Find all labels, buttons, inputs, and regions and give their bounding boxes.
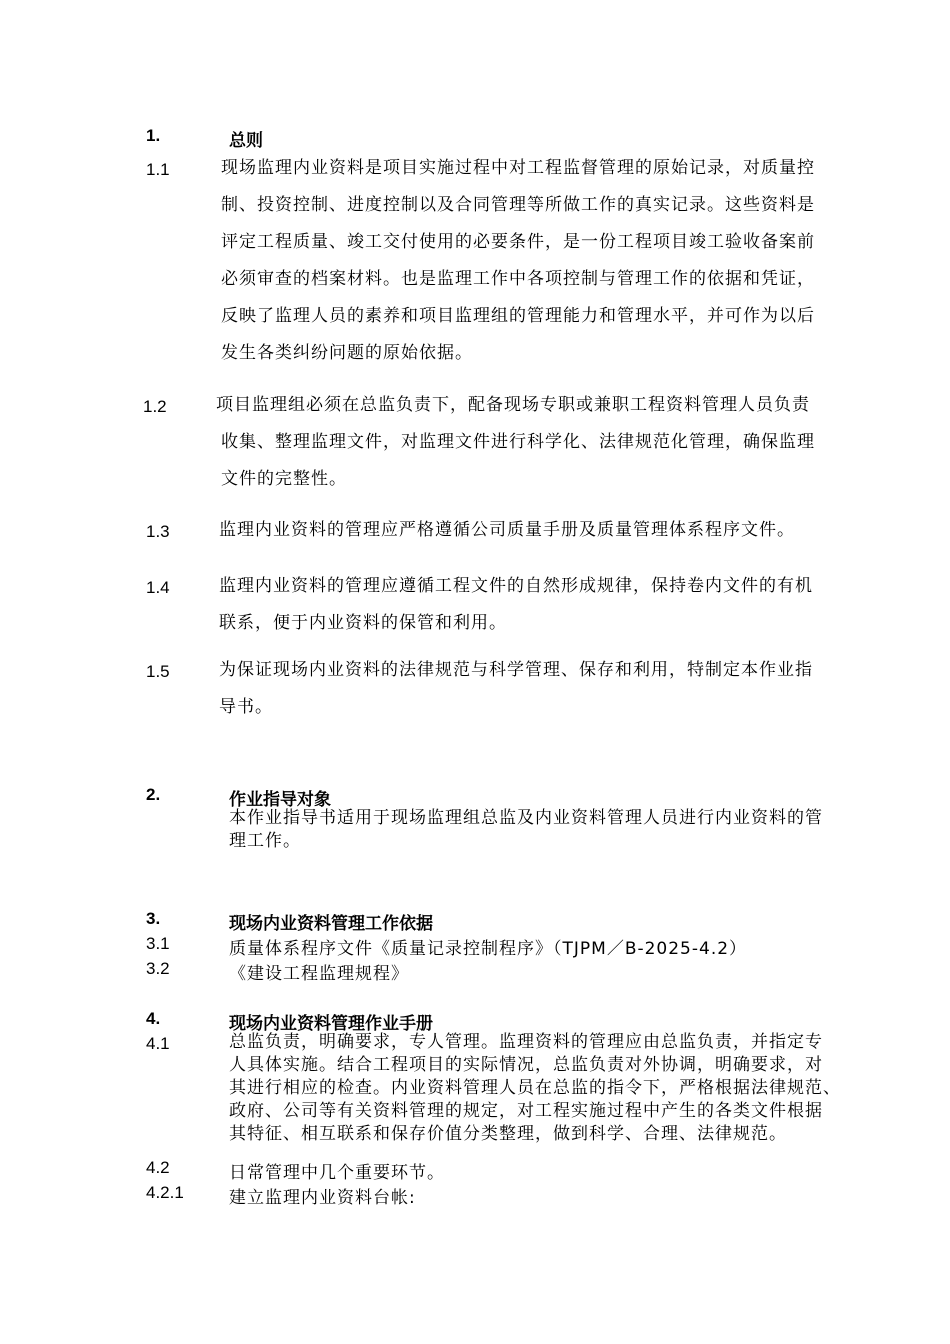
item-4-2-1-number: 4.2.1 <box>146 1183 184 1202</box>
section-2-title: 作业指导对象 <box>229 790 331 809</box>
section-4-title: 现场内业资料管理作业手册 <box>229 1014 433 1033</box>
text-line: 政府、公司等有关资料管理的规定，对工程实施过程中产生的各类文件根据 <box>229 1101 823 1121</box>
item-1-4-number: 1.4 <box>146 578 170 597</box>
text-line: 总监负责，明确要求，专人管理。监理资料的管理应由总监负责，并指定专 <box>229 1032 823 1052</box>
item-1-2-number: 1.2 <box>143 397 167 416</box>
item-1-4-text <box>219 568 813 642</box>
item-1-1-text <box>221 150 815 372</box>
text-line: 必须审查的档案材料。也是监理工作中各项控制与管理工作的依据和凭证， <box>221 269 815 289</box>
text-line: 反映了监理人员的素养和项目监理组的管理能力和管理水平，并可作为以后 <box>221 306 815 326</box>
section-3-number: 3. <box>146 909 161 928</box>
item-4-1-number: 4.1 <box>146 1034 170 1053</box>
text-line: 现场监理内业资料是项目实施过程中对工程监督管理的原始记录，对质量控 <box>221 158 815 178</box>
text-line: 本作业指导书适用于现场监理组总监及内业资料管理人员进行内业资料的管 <box>229 808 823 828</box>
text-line: 监理内业资料的管理应遵循工程文件的自然形成规律，保持卷内文件的有机 <box>219 576 813 596</box>
item-1-1-number: 1.1 <box>146 160 170 179</box>
text-line: 联系，便于内业资料的保管和利用。 <box>219 613 507 633</box>
text-line: 制、投资控制、进度控制以及合同管理等所做工作的真实记录。这些资料是 <box>221 195 815 215</box>
item-1-3-text <box>219 512 795 549</box>
item-3-2-number: 3.2 <box>146 959 170 978</box>
text-line: 其进行相应的检查。内业资料管理人员在总监的指令下，严格根据法律规范、 <box>229 1078 841 1098</box>
item-4-2-1-text: 建立监理内业资料台帐: <box>229 1188 416 1208</box>
item-3-1-number: 3.1 <box>146 934 170 953</box>
text-line: 为保证现场内业资料的法律规范与科学管理、保存和利用，特制定本作业指 <box>219 660 813 680</box>
text-line: 评定工程质量、竣工交付使用的必要条件，是一份工程项目竣工验收备案前 <box>221 232 815 252</box>
text-line: 导书。 <box>219 697 273 717</box>
item-1-5-text <box>219 652 813 726</box>
item-3-2-text: 《建设工程监理规程》 <box>229 964 409 984</box>
item-1-3-number: 1.3 <box>146 522 170 541</box>
section-2-body <box>229 807 823 853</box>
text-line: 监理内业资料的管理应严格遵循公司质量手册及质量管理体系程序文件。 <box>219 520 795 540</box>
section-3-title: 现场内业资料管理工作依据 <box>229 914 433 933</box>
text-line: 其特征、相互联系和保存价值分类整理，做到科学、合理、法律规范。 <box>229 1124 787 1144</box>
text-line: 人具体实施。结合工程项目的实际情况，总监负责对外协调，明确要求，对 <box>229 1055 823 1075</box>
section-4-number: 4. <box>146 1009 161 1028</box>
item-3-1-text: 质量体系程序文件《质量记录控制程序》（TJPM／B-2025-4.2） <box>229 939 748 959</box>
section-1-number: 1. <box>146 126 161 145</box>
section-1-title: 总则 <box>229 131 263 150</box>
text-line: 收集、整理监理文件，对监理文件进行科学化、法律规范化管理，确保监理 <box>221 432 815 452</box>
item-4-1-text <box>229 1031 841 1146</box>
item-4-2-text: 日常管理中几个重要环节。 <box>229 1163 445 1183</box>
text-line: 理工作。 <box>229 831 301 851</box>
text-line: 项目监理组必须在总监负责下，配备现场专职或兼职工程资料管理人员负责 <box>216 395 810 415</box>
item-4-2-number: 4.2 <box>146 1158 170 1177</box>
section-2-number: 2. <box>146 785 161 804</box>
text-line: 发生各类纠纷问题的原始依据。 <box>221 343 473 363</box>
item-1-2-text <box>216 387 815 498</box>
text-line: 文件的完整性。 <box>221 469 347 489</box>
item-1-5-number: 1.5 <box>146 662 170 681</box>
